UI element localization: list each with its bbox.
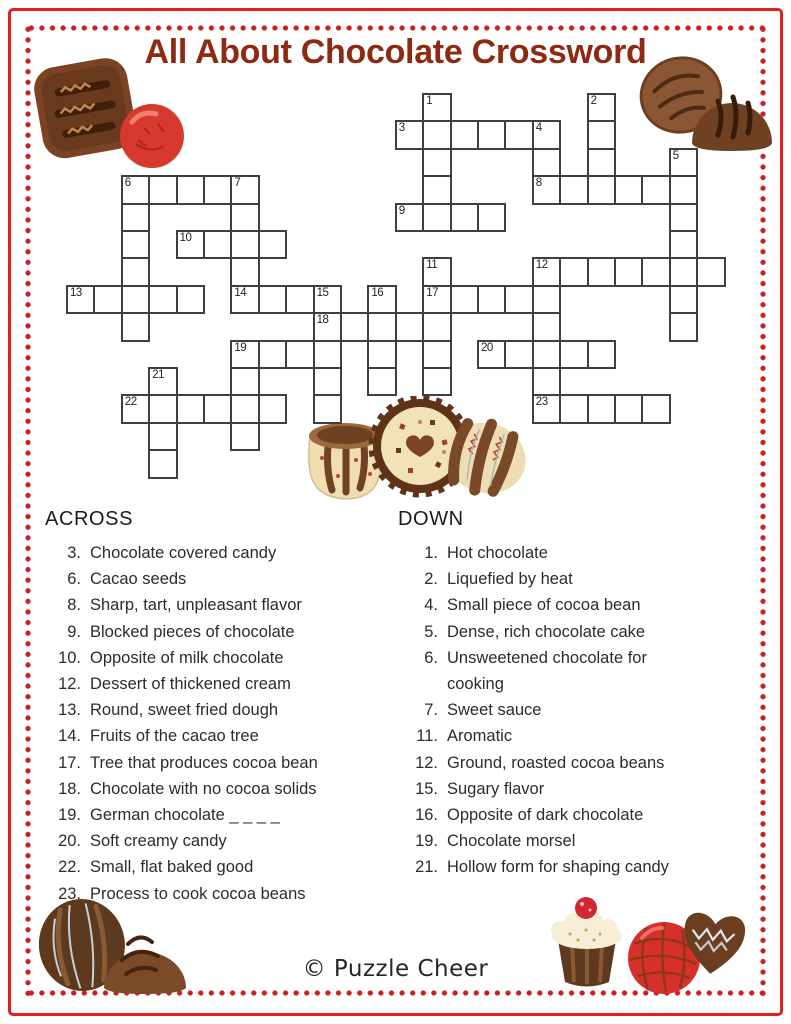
grid-cell[interactable]	[285, 340, 314, 369]
grid-cell-number: 5	[672, 149, 679, 162]
clue-text: Opposite of dark chocolate	[447, 806, 644, 825]
grid-cell-number: 9	[398, 204, 405, 217]
grid-cell[interactable]	[450, 203, 479, 232]
grid-cell[interactable]	[504, 120, 533, 149]
grid-cell[interactable]	[614, 257, 643, 286]
sweets-decoration-bottom-right	[542, 890, 752, 1002]
grid-cell[interactable]	[422, 203, 451, 232]
clue-item	[398, 723, 750, 749]
grid-cell[interactable]	[121, 285, 150, 314]
grid-cell-number: 6	[124, 177, 131, 190]
grid-cell[interactable]	[477, 285, 506, 314]
grid-cell-number: 16	[371, 286, 384, 299]
clue-text: Liquefied by heat	[447, 570, 573, 589]
clue-text: Small piece of cocoa bean	[447, 596, 641, 615]
grid-cell[interactable]	[340, 312, 369, 341]
grid-cell[interactable]	[532, 394, 561, 423]
grid-cell[interactable]	[422, 257, 451, 286]
clue-number: 3.	[67, 544, 81, 562]
clue-number: 22.	[58, 858, 81, 877]
grid-cell[interactable]	[422, 93, 451, 122]
down-clues-column	[398, 507, 750, 881]
grid-cell-number: 17	[426, 286, 438, 299]
grid-cell[interactable]	[367, 312, 396, 341]
clue-text: Aromatic	[447, 727, 513, 746]
grid-cell[interactable]	[477, 120, 506, 149]
grid-cell[interactable]	[148, 449, 177, 478]
grid-cell[interactable]	[176, 285, 205, 314]
clue-number: 17.	[58, 753, 81, 772]
clue-item	[45, 566, 397, 592]
grid-cell[interactable]	[367, 367, 396, 396]
clue-item	[45, 881, 397, 907]
clue-item	[45, 723, 397, 749]
grid-cell[interactable]	[148, 394, 177, 423]
clue-text: German chocolate _ _ _ _	[90, 806, 280, 825]
clue-item	[398, 802, 750, 828]
grid-cell[interactable]	[395, 312, 424, 341]
grid-cell[interactable]	[587, 394, 616, 423]
grid-cell[interactable]	[532, 257, 561, 286]
grid-cell-number: 3	[398, 122, 405, 135]
page-title: All About Chocolate Crossword	[144, 33, 647, 71]
grid-cell-number: 19	[234, 341, 247, 354]
grid-cell-number: 10	[179, 232, 192, 244]
grid-cell[interactable]	[614, 394, 643, 423]
clue-number: 21.	[415, 858, 438, 877]
clue-number: 20.	[58, 832, 81, 851]
grid-cell[interactable]	[121, 203, 150, 232]
grid-cell[interactable]	[230, 230, 259, 259]
grid-cell[interactable]	[559, 340, 588, 369]
clue-text: Opposite of milk chocolate	[90, 648, 284, 667]
clue-number: 14.	[58, 727, 81, 746]
clue-item	[45, 540, 397, 566]
grid-cell[interactable]	[450, 285, 479, 314]
across-clue-list	[45, 540, 397, 907]
clue-number: 12.	[415, 753, 438, 772]
clue-item	[398, 776, 750, 802]
grid-cell[interactable]	[559, 175, 588, 204]
grid-cell[interactable]	[422, 340, 451, 369]
grid-cell-number: 8	[535, 177, 542, 190]
clue-text: Fruits of the cacao tree	[90, 727, 259, 746]
chocolate-decoration-bottom-left	[34, 896, 194, 994]
grid-cell[interactable]	[532, 340, 561, 369]
clue-text: Chocolate covered candy	[90, 544, 277, 562]
grid-cell[interactable]	[587, 120, 616, 149]
grid-cell[interactable]	[504, 340, 533, 369]
clue-text: Chocolate morsel	[447, 832, 576, 851]
grid-cell[interactable]	[532, 175, 561, 204]
grid-cell[interactable]	[587, 148, 616, 177]
grid-cell[interactable]	[422, 367, 451, 396]
grid-cell-number: 12	[535, 259, 548, 272]
clue-item	[398, 697, 750, 723]
grid-cell[interactable]	[148, 367, 177, 396]
grid-cell[interactable]	[176, 175, 205, 204]
down-clue-list	[398, 540, 750, 881]
clue-number: 10.	[58, 648, 81, 667]
grid-cell[interactable]	[422, 285, 451, 314]
grid-cell[interactable]	[176, 230, 205, 259]
grid-cell[interactable]	[230, 175, 259, 204]
clue-text: Process to cook cocoa beans	[90, 884, 306, 903]
clue-item	[45, 697, 397, 723]
crossword-grid	[66, 93, 728, 481]
grid-cell[interactable]	[230, 340, 259, 369]
clue-item	[45, 619, 397, 645]
grid-cell-number: 14	[234, 286, 247, 299]
clue-number: 8.	[67, 596, 81, 615]
grid-cell[interactable]	[313, 394, 342, 423]
grid-cell-number: 22	[124, 396, 137, 409]
clue-item	[45, 671, 397, 697]
clue-item	[398, 854, 750, 880]
grid-cell[interactable]	[532, 285, 561, 314]
grid-cell[interactable]	[121, 175, 150, 204]
clue-item	[398, 592, 750, 618]
grid-cell-number: 20	[481, 341, 493, 354]
grid-cell[interactable]	[230, 394, 259, 423]
clue-item	[45, 776, 397, 802]
clue-item	[398, 540, 750, 566]
grid-cell[interactable]	[367, 285, 396, 314]
grid-cell[interactable]	[258, 230, 287, 259]
clue-item	[45, 750, 397, 776]
grid-cell[interactable]	[587, 340, 616, 369]
clue-item	[45, 645, 397, 671]
clue-item	[398, 750, 750, 776]
grid-cell[interactable]	[559, 257, 588, 286]
grid-cell[interactable]	[669, 175, 698, 204]
grid-cell-number: 1	[426, 95, 433, 107]
grid-cell[interactable]	[587, 257, 616, 286]
clue-text: Ground, roasted cocoa beans	[447, 753, 665, 772]
clue-number: 11.	[416, 727, 438, 746]
grid-cell[interactable]	[313, 285, 342, 314]
grid-cell[interactable]	[258, 285, 287, 314]
clue-text: Tree that produces cocoa bean	[90, 753, 318, 772]
grid-cell[interactable]	[258, 340, 287, 369]
grid-cell[interactable]	[66, 285, 95, 314]
grid-cell[interactable]	[422, 148, 451, 177]
grid-cell[interactable]	[230, 367, 259, 396]
clue-number: 13.	[58, 701, 81, 720]
dotted-border-top	[26, 24, 765, 32]
clue-text: Dessert of thickened cream	[90, 675, 291, 694]
grid-cell-number: 13	[70, 286, 82, 299]
grid-cell[interactable]	[559, 394, 588, 423]
grid-cell[interactable]	[669, 230, 698, 259]
grid-cell[interactable]	[641, 257, 670, 286]
grid-cell-number: 23	[535, 396, 548, 409]
clue-item	[45, 802, 397, 828]
grid-cell[interactable]	[587, 175, 616, 204]
grid-cell[interactable]	[148, 175, 177, 204]
clue-number: 7.	[424, 701, 438, 720]
clue-item	[45, 854, 397, 880]
clue-text: Cacao seeds	[90, 570, 187, 589]
grid-cell[interactable]	[532, 367, 561, 396]
clue-text: Round, sweet fried dough	[90, 701, 279, 720]
clue-text: Sweet sauce	[447, 701, 542, 720]
clue-text: Small, flat baked good	[90, 858, 254, 877]
grid-cell[interactable]	[532, 120, 561, 149]
grid-cell-number: 21	[152, 369, 164, 381]
grid-cell[interactable]	[641, 175, 670, 204]
grid-cell[interactable]	[669, 148, 698, 177]
clue-item	[398, 828, 750, 854]
down-heading: DOWN	[398, 508, 464, 530]
grid-cell[interactable]	[313, 312, 342, 341]
clue-item	[398, 645, 750, 671]
clue-item	[45, 828, 397, 854]
grid-cell[interactable]	[669, 312, 698, 341]
grid-cell-number: 18	[316, 314, 329, 327]
clue-text: Unsweetened chocolate for	[447, 648, 647, 667]
clue-number: 1.	[424, 544, 438, 562]
clue-number: 6.	[424, 648, 438, 667]
across-clues-column	[45, 507, 397, 907]
clue-number: 15.	[415, 779, 438, 798]
grid-cell[interactable]	[121, 257, 150, 286]
grid-cell-number: 7	[234, 177, 241, 190]
grid-cell[interactable]	[203, 230, 232, 259]
grid-cell-number: 4	[535, 122, 542, 135]
grid-cell[interactable]	[450, 120, 479, 149]
grid-cell[interactable]	[477, 340, 506, 369]
clue-number: 4.	[424, 596, 438, 615]
grid-cell[interactable]	[587, 93, 616, 122]
clue-text: Hot chocolate	[447, 544, 548, 562]
grid-cell[interactable]	[477, 203, 506, 232]
grid-cell[interactable]	[121, 230, 150, 259]
grid-cell[interactable]	[395, 120, 424, 149]
grid-cell[interactable]	[121, 312, 150, 341]
clue-text: Dense, rich chocolate cake	[447, 622, 646, 641]
clue-text: Blocked pieces of chocolate	[90, 622, 295, 641]
clue-item	[398, 566, 750, 592]
grid-cell[interactable]	[285, 285, 314, 314]
grid-cell[interactable]	[669, 203, 698, 232]
dotted-border-right	[759, 24, 767, 997]
grid-cell[interactable]	[230, 285, 259, 314]
grid-cell[interactable]	[148, 422, 177, 451]
grid-cell[interactable]	[669, 257, 698, 286]
clue-text: Chocolate with no cocoa solids	[90, 779, 317, 798]
grid-cell[interactable]	[230, 257, 259, 286]
across-heading: ACROSS	[45, 508, 134, 530]
clue-item	[398, 619, 750, 645]
grid-cell-number: 15	[316, 286, 329, 299]
grid-cell[interactable]	[230, 422, 259, 451]
grid-cell[interactable]	[532, 148, 561, 177]
grid-cell[interactable]	[367, 340, 396, 369]
grid-cell[interactable]	[313, 340, 342, 369]
grid-cell[interactable]	[203, 394, 232, 423]
grid-cell[interactable]	[614, 175, 643, 204]
clue-item-continued	[398, 671, 750, 697]
clue-number: 18.	[58, 779, 81, 798]
grid-cell[interactable]	[93, 285, 122, 314]
clue-text: Soft creamy candy	[90, 832, 227, 851]
clue-number: 23.	[58, 884, 81, 903]
grid-cell[interactable]	[422, 175, 451, 204]
grid-cell[interactable]	[313, 367, 342, 396]
clue-number: 2.	[424, 570, 438, 589]
clue-number: 16.	[415, 806, 438, 825]
grid-cell-number: 11	[426, 259, 438, 272]
grid-cell[interactable]	[532, 312, 561, 341]
clue-text: Sugary flavor	[447, 779, 545, 798]
grid-cell[interactable]	[176, 394, 205, 423]
clue-number: 12.	[58, 675, 81, 694]
grid-cell[interactable]	[641, 394, 670, 423]
grid-cell[interactable]	[148, 285, 177, 314]
grid-cell[interactable]	[258, 394, 287, 423]
grid-cell[interactable]	[504, 285, 533, 314]
footer-credit: © Puzzle Cheer	[302, 956, 489, 982]
grid-cell[interactable]	[203, 175, 232, 204]
grid-cell[interactable]	[395, 203, 424, 232]
clue-item	[45, 592, 397, 618]
grid-cell[interactable]	[422, 120, 451, 149]
clue-text: Sharp, tart, unpleasant flavor	[90, 596, 302, 615]
grid-cell[interactable]	[230, 203, 259, 232]
grid-cell[interactable]	[422, 312, 451, 341]
clue-text-continued: cooking	[447, 675, 504, 694]
clue-number: 5.	[424, 622, 438, 641]
chocolate-cupcake-with-cherry-icon	[551, 897, 622, 987]
clue-number: 19.	[415, 832, 438, 851]
clue-text: Hollow form for shaping candy	[447, 858, 669, 877]
grid-cell-number: 2	[590, 95, 597, 107]
clue-number: 9.	[67, 622, 81, 641]
grid-cell[interactable]	[669, 285, 698, 314]
grid-cell[interactable]	[121, 394, 150, 423]
grid-cell[interactable]	[696, 257, 725, 286]
clue-number: 19.	[58, 806, 81, 825]
clue-number: 6.	[67, 570, 81, 589]
